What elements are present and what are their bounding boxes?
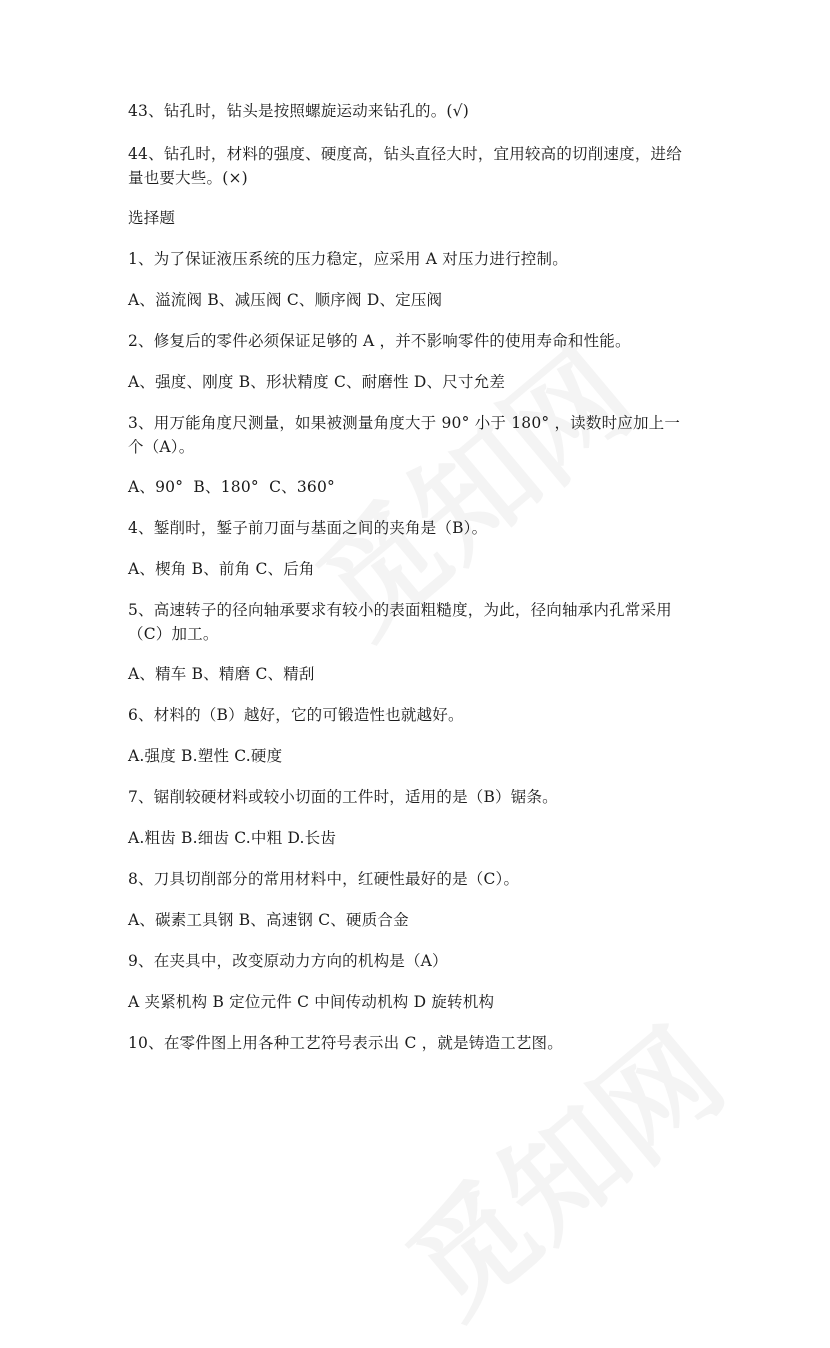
watermark-text [384, 1005, 749, 1343]
question-6: 6、材料的（B）越好，它的可锻造性也就越好。 [128, 706, 464, 724]
question-43: 43、钻孔时，钻头是按照螺旋运动来钻孔的。(√) [128, 102, 469, 120]
question-10: 10、在零件图上用各种工艺符号表示出 C ，就是铸造工艺图。 [128, 1034, 563, 1052]
question-1: 1、为了保证液压系统的压力稳定，应采用 A 对压力进行控制。 [128, 250, 568, 268]
question-2: 2、修复后的零件必须保证足够的 A ，并不影响零件的使用寿命和性能。 [128, 332, 631, 350]
question-5-line-1: 5、高速转子的径向轴承要求有较小的表面粗糙度，为此，径向轴承内孔常采用 [128, 601, 672, 619]
options-3: A、90° B、180° C、360° [128, 478, 335, 496]
question-3-line-2: 个（A）。 [128, 438, 195, 456]
question-44-line-2: 量也要大些。(×) [128, 169, 248, 187]
question-9: 9、在夹具中，改变原动力方向的机构是（A） [128, 952, 448, 970]
question-44-line-1: 44、钻孔时，材料的强度、硬度高，钻头直径大时，宜用较高的切削速度，进给 [128, 145, 682, 163]
options-8: A、碳素工具钢 B、高速钢 C、硬质合金 [128, 911, 409, 929]
question-4: 4、錾削时，錾子前刀面与基面之间的夹角是（B）。 [128, 519, 488, 537]
options-2: A、强度、刚度 B、形状精度 C、耐磨性 D、尺寸允差 [128, 373, 506, 391]
options-9: A 夹紧机构 B 定位元件 C 中间传动机构 D 旋转机构 [128, 993, 495, 1011]
question-5-line-2: （C）加工。 [128, 625, 219, 643]
options-6: A.强度 B.塑性 C.硬度 [128, 747, 283, 765]
options-7: A.粗齿 B.细齿 C.中粗 D.长齿 [128, 829, 337, 847]
options-1: A、溢流阀 B、减压阀 C、顺序阀 D、定压阀 [128, 291, 443, 309]
section-heading: 选择题 [128, 209, 176, 227]
question-8: 8、刀具切削部分的常用材料中，红硬性最好的是（C）。 [128, 870, 520, 888]
options-5: A、精车 B、精磨 C、精刮 [128, 665, 315, 683]
options-4: A、楔角 B、前角 C、后角 [128, 560, 315, 578]
question-7: 7、锯削较硬材料或较小切面的工件时，适用的是（B）锯条。 [128, 788, 558, 806]
question-3-line-1: 3、用万能角度尺测量，如果被测量角度大于 90° 小于 180° ，读数时应加上一 [128, 414, 681, 432]
